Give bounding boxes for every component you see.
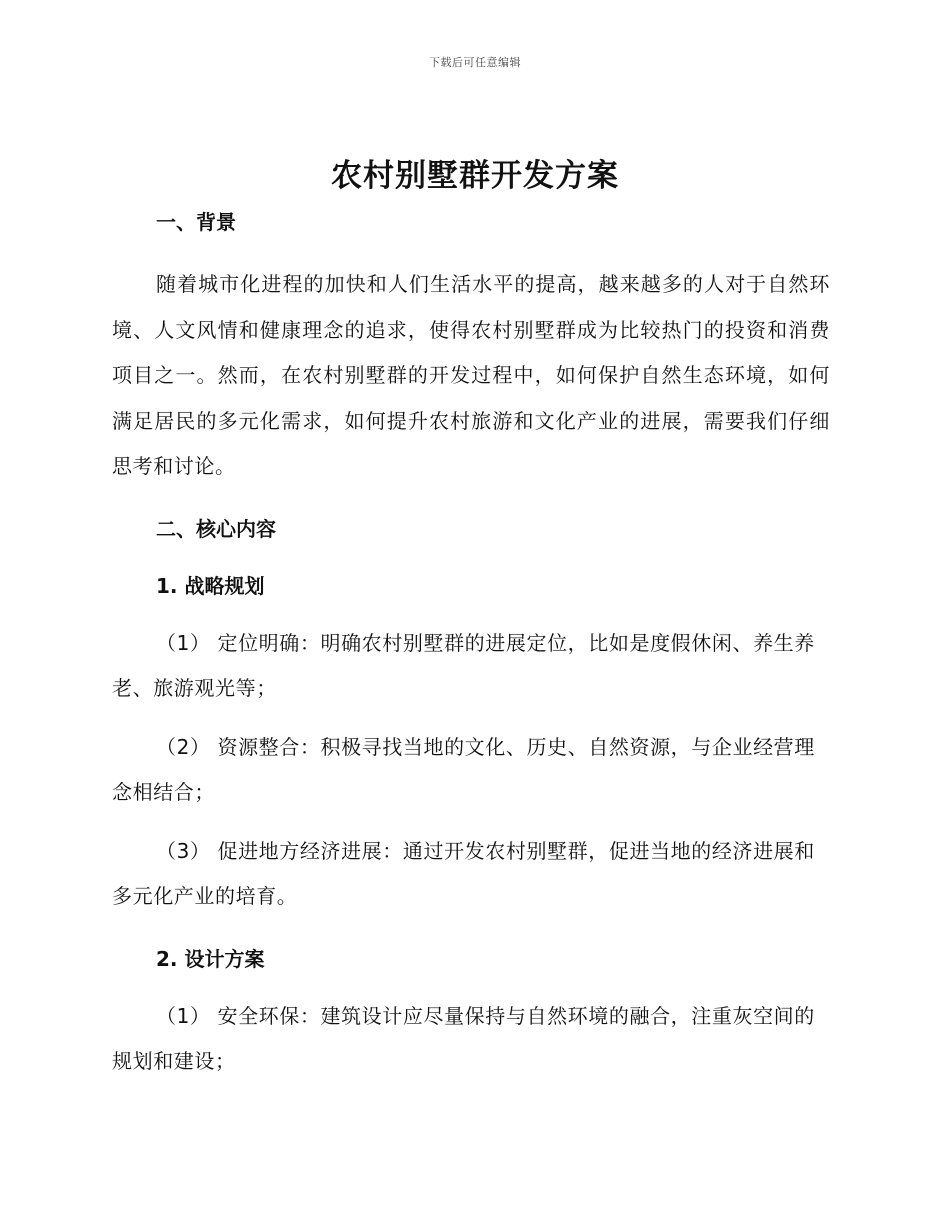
design-item-1: （1） 安全环保：建筑设计应尽量保持与自然环境的融合，注重灰空间的规划和建设； [112,1003,815,1073]
subsection-heading-design: 2. 设计方案 [156,946,265,971]
strategy-item-3: （3） 促进地方经济进展：通过开发农村别墅群，促进当地的经济进展和多元化产业的培育。 [112,838,815,908]
section-heading-core: 二、核心内容 [156,516,276,541]
section-heading-background: 一、背景 [156,210,236,234]
document-body [112,205,830,1084]
page-header-note: 下载后可任意编辑 [429,56,521,69]
background-paragraph: 随着城市化进程的加快和人们生活水平的提高，越来越多的人对于自然环境、人文风情和健康理念的追求，使得农村别墅群成为比较热门的投资和消费项目之一。然而，在农村别墅群的开发过程中，如何保护自然生态环境，如何满足居民的多元化需求，如何提升农村旅游和文化产业的进展，需要我们仔细思考和讨论。 [112,272,830,478]
strategy-item-1: （1） 定位明确：明确农村别墅群的进展定位，比如是度假休闲、养生养老、旅游观光等； [112,630,815,700]
strategy-item-2: （2） 资源整合：积极寻找当地的文化、历史、自然资源，与企业经营理念相结合； [112,734,815,804]
subsection-heading-strategy: 1. 战略规划 [156,573,265,598]
document-title: 农村别墅群开发方案 [331,158,619,194]
